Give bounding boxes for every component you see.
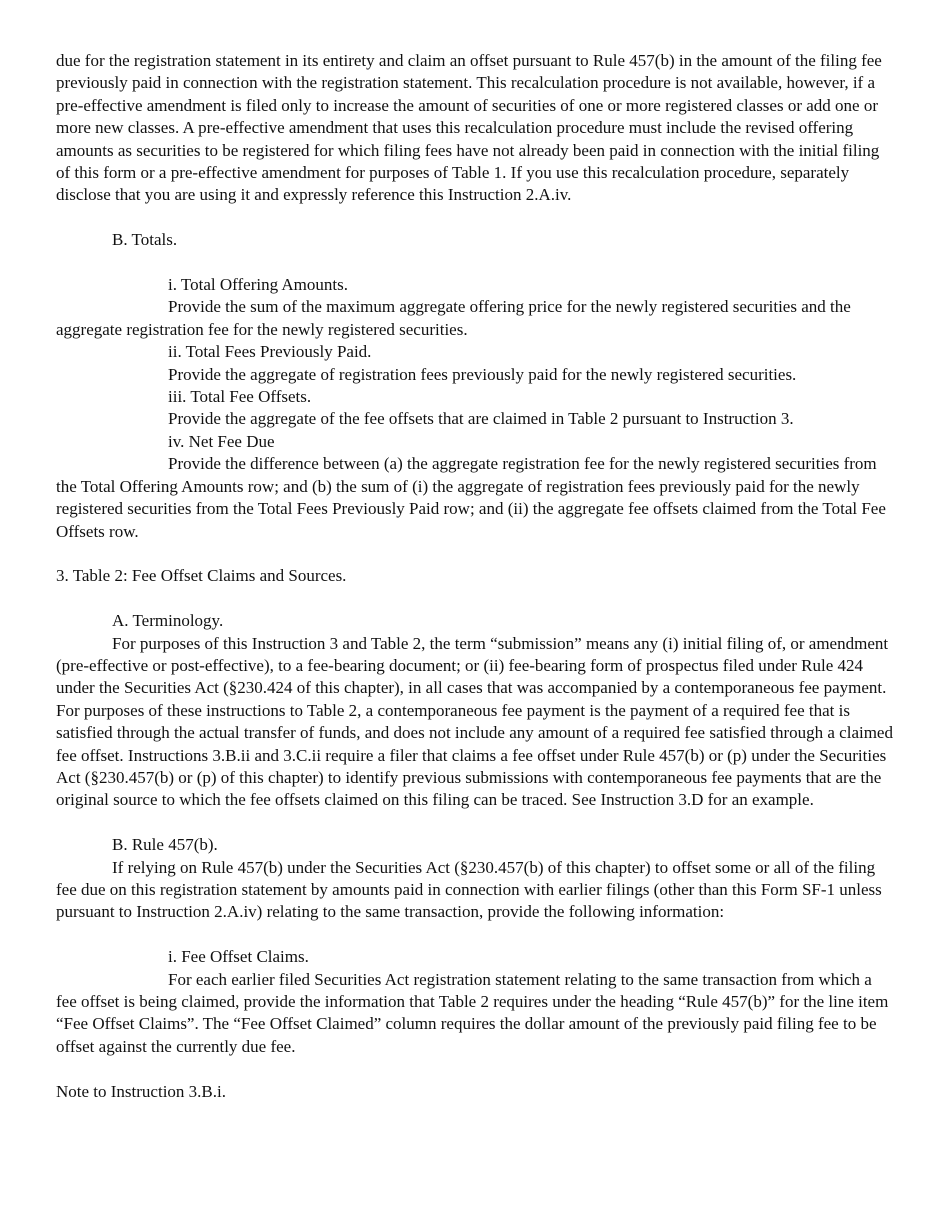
fee-offset-claims-heading: i. Fee Offset Claims. [168,947,309,967]
total-offering-amounts-heading: i. Total Offering Amounts. [168,275,348,295]
total-fee-offsets-heading: iii. Total Fee Offsets. [168,387,312,407]
section-b-totals-heading: B. Totals. [112,230,178,250]
rule-457b-paragraph: If relying on Rule 457(b) under the Securities Act (§230.457(b) of this chapter) to offset some or all of the filing fee due on this registration statement by amounts paid in connection with earlier filings (other than this Form SF-1 unless pursuant to Instruction 2.A.iv) relating to the same transaction, provide the following information: [56,857,882,922]
net-fee-due-heading: iv. Net Fee Due [168,431,275,451]
total-offering-amounts-text: Provide the sum of the maximum aggregate offering price for the newly registered securities and the aggregate registration fee for the newly registered securities. [56,297,851,339]
document-page [56,50,896,1103]
total-fee-offsets-text: Provide the aggregate of the fee offsets that are claimed in Table 2 pursuant to Instruction 3. [168,409,794,429]
intro-paragraph: due for the registration statement in its entirety and claim an offset pursuant to Rule 457(b) in the amount of the filing fee previously paid in connection with the registration statement. This recalculation procedure is not available, however, if a pre-effective amendment is filed only to increase the amount of securities of one or more registered classes or add one or more new classes. A pre-effective amendment that uses this recalculation procedure must include the revised offering amounts as securities to be registered for which filing fees have not already been paid in connection with the initial filing of this form or a pre-effective amendment for purposes of Table 1. If you use this recalculation procedure, separately disclose that you are using it and expressly reference this Instruction 2.A.iv. [56,51,882,205]
terminology-heading: A. Terminology. [112,611,224,631]
total-fees-previously-paid-text: Provide the aggregate of registration fees previously paid for the newly registered securities. [168,364,797,384]
net-fee-due-text: Provide the difference between (a) the aggregate registration fee for the newly registered securities from the Total Offering Amounts row; and (b) the sum of (i) the aggregate of registration fees previously paid for the newly registered securities from the Total Fees Previously Paid row; and (ii) the aggregate fee offsets claimed from the Total Fee Offsets row. [56,454,886,541]
note-heading: Note to Instruction 3.B.i. [56,1081,226,1101]
terminology-paragraph: For purposes of this Instruction 3 and Table 2, the term “submission” means any (i) initial filing of, or amendment (pre-effective or post-effective), to a fee-bearing document; or (ii) fee-bearing form of prospectus filed under Rule 424 under the Securities Act (§230.424 of this chapter), in all cases that was accompanied by a contemporaneous fee payment. For purposes of these instructions to Table 2, a contemporaneous fee payment is the payment of a required fee that is satisfied through the actual transfer of funds, and does not include any amount of a required fee satisfied through a claimed fee offset. Instructions 3.B.ii and 3.C.ii require a filer that claims a fee offset under Rule 457(b) or (p) under the Securities Act (§230.457(b) or (p) of this chapter) to identify previous submissions with contemporaneous fee payments that are the original source to which the fee offsets claimed on this filing can be traced. See Instruction 3.D for an example. [56,633,893,810]
fee-offset-claims-text: For each earlier filed Securities Act registration statement relating to the same transaction from which a fee offset is being claimed, provide the information that Table 2 requires under the heading “Rule 457(b)” for the line item “Fee Offset Claims”. The “Fee Offset Claimed” column requires the dollar amount of the previously paid filing fee to be offset against the currently due fee. [56,969,889,1056]
rule-457b-heading: B. Rule 457(b). [112,835,218,855]
section-3-heading: 3. Table 2: Fee Offset Claims and Sources. [56,566,347,586]
total-fees-previously-paid-heading: ii. Total Fees Previously Paid. [168,342,372,362]
